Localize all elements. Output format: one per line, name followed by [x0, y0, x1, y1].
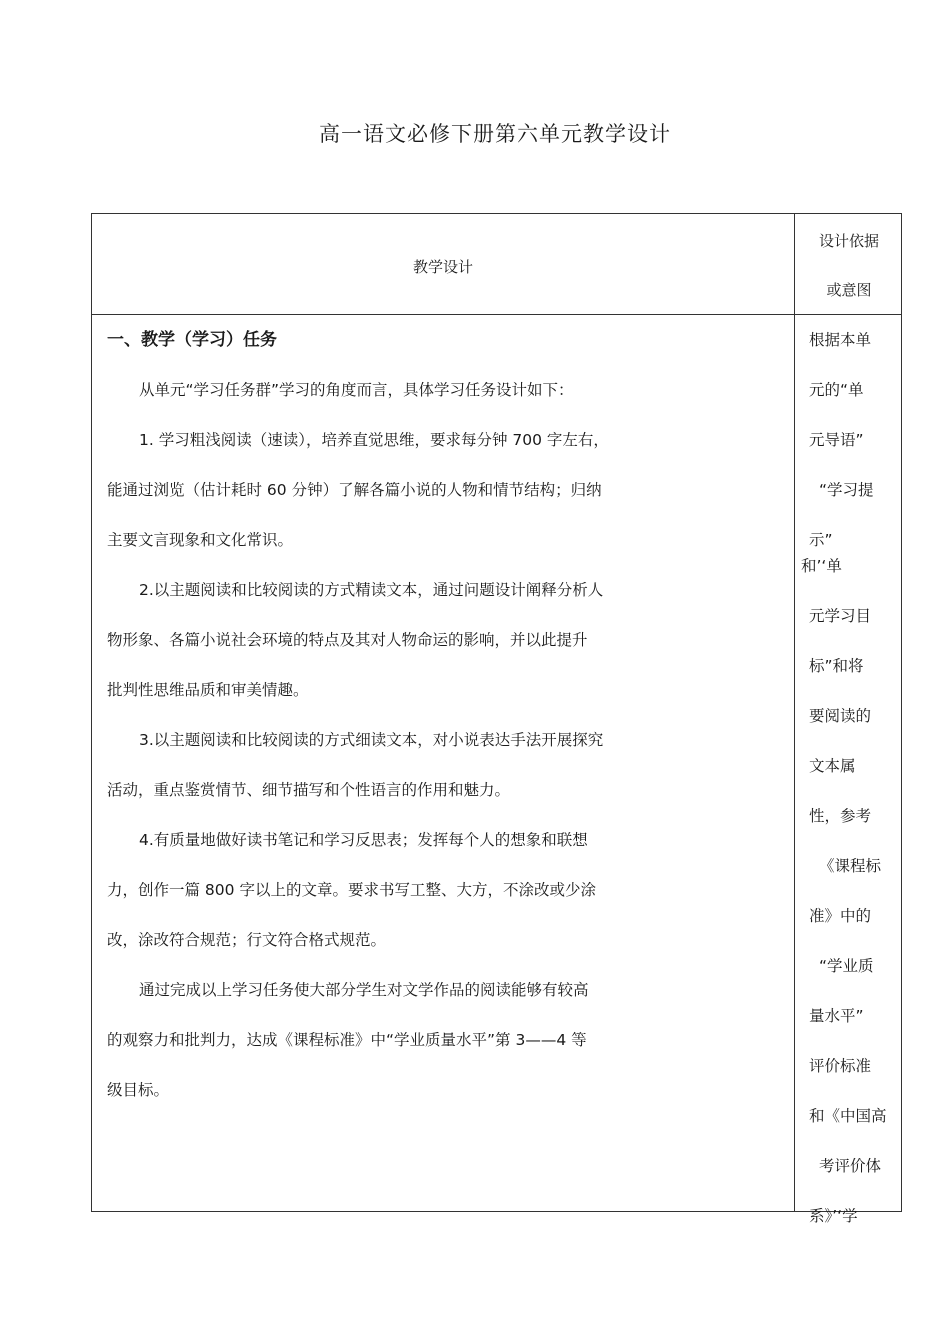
side-line: “学习提 [819, 481, 874, 499]
header-design-basis-line: 设计依据 [818, 232, 879, 250]
side-line: 准》中的 [809, 907, 872, 925]
content-line: 3.以主题阅读和比较阅读的方式细读文本，对小说表达手法开展探究 [139, 731, 604, 749]
header-design-basis [795, 230, 903, 328]
content-line: 活动，重点鉴赏情节、细节描写和个性语言的作用和魅力。 [107, 781, 511, 799]
side-line: 和《中国高 [809, 1107, 887, 1125]
side-line: 标”和将 [809, 657, 864, 675]
document-title: 高一语文必修下册第六单元教学设计 [319, 122, 671, 146]
content-line: 力，创作一篇 800 字以上的文章。要求书写工整、大方，不涂改或少涂 [107, 881, 596, 899]
content-line: 批判性思维品质和审美情趣。 [107, 681, 309, 699]
side-line: 和’‘单 [801, 557, 842, 575]
side-line: 要阅读的 [809, 707, 872, 725]
side-line: 性，参考 [809, 807, 872, 825]
side-line: 根据本单 [809, 331, 872, 349]
side-line: “学业质 [819, 957, 874, 975]
side-line: 元导语” [809, 431, 864, 449]
content-line: 1. 学习粗浅阅读（速读），培养直觉思维，要求每分钟 700 字左右， [139, 431, 609, 449]
side-line: 元学习目 [809, 607, 872, 625]
header-design-basis-line: 或意图 [826, 281, 872, 299]
side-line: 文本属 [809, 757, 856, 775]
content-line: 从单元“学习任务群”学习的角度而言，具体学习任务设计如下： [139, 381, 574, 399]
header-teaching-design: 教学设计 [412, 258, 473, 276]
side-line: 量水平” [809, 1007, 864, 1025]
content-line: 主要文言现象和文化常识。 [107, 531, 294, 549]
header-row-divider [92, 314, 901, 315]
content-line: 能通过浏览（估计耗时 60 分钟）了解各篇小说的人物和情节结构；归纳 [107, 481, 602, 499]
content-line: 4.有质量地做好读书笔记和学习反思表；发挥每个人的想象和联想 [139, 831, 588, 849]
content-line: 的观察力和批判力，达成《课程标准》中“学业质量水平”第 3——4 等 [107, 1031, 587, 1049]
side-line: 评价标准 [809, 1057, 872, 1075]
side-line: 系》’‘学 [809, 1207, 858, 1225]
side-line: 考评价体 [819, 1157, 882, 1175]
content-line: 物形象、各篇小说社会环境的特点及其对人物命运的影响，并以此提升 [107, 631, 588, 649]
teaching-content [107, 328, 787, 1128]
side-line: 元的“单 [809, 381, 864, 399]
content-line: 2.以主题阅读和比较阅读的方式精读文本，通过问题设计阐释分析人 [139, 581, 604, 599]
section-heading: 一、教学（学习）任务 [107, 330, 277, 350]
side-line: 示” [809, 531, 833, 549]
content-line: 通过完成以上学习任务使大部分学生对文学作品的阅读能够有较高 [139, 981, 589, 999]
side-line: 《课程标 [819, 857, 882, 875]
design-table [91, 213, 902, 1225]
content-line: 级目标。 [107, 1081, 170, 1099]
content-line: 改，涂改符合规范；行文符合格式规范。 [107, 931, 387, 949]
design-basis-column [795, 328, 903, 1254]
